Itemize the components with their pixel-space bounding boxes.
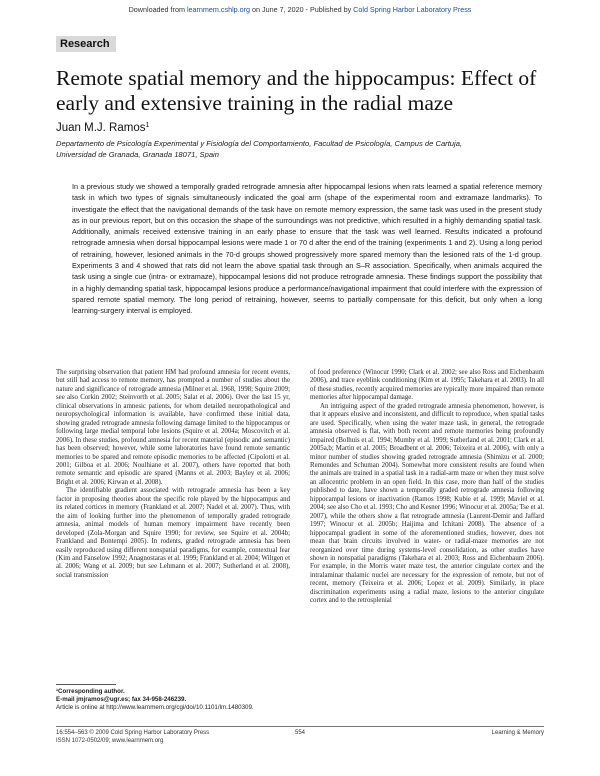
author-marker: 1 <box>145 122 150 129</box>
journal-name: Learning & Memory <box>491 730 544 736</box>
body-paragraph: An intriguing aspect of the graded retrograde amnesia phenomenon, however, is that it appears elusive and inconsistent, and difficult to reproduce, when spatial tasks are used. Specifically, when using the water maze task, in general, the retrograde amnesia observed is flat, with both recent and remote memories being profoundly impaired (Bolhuis et al. 1994; Mumby et al. 1999; Sutherland et al. 2001; Clark et al. 2005a,b; Martin et al. 2005; Broadbent et al. 2006; Teixeira et al. 2006), with only a minor number of studies showing graded retrograde amnesia (Shimizu et al. 2000; Remondes and Schuman 2004). Somewhat more consistent results are found when the animals are trained in a spatial task in a radial-arm maze or when they must solve an allocentric problem in an open field. In this case, more than half of the studies published to date, have shown a temporally graded retrograde amnesia following hippocampal lesions or inactivation (Ramos 1998; Kubie et al. 1999; Maviel et al. 2004; see also Cho et al. 1993; Cho and Kesner 1996; Winocur et al. 2005a; Tse et al. 2007), while the others show a flat retrograde amnesia (Laurent-Demir and Jaffard 1997; Winocur et al. 2005b; Haijima and Ichitani 2008). The absence of a hippocampal gradient in some of the aforementioned studies, however, does not mean that brain circuits involved in water- or radial-maze memories are not reorganized over time during systems-level consolidation, as other studies have shown in nonspatial paradigms (Takehara et al. 2003; Ross and Eichenbaum 2006). For example, in the Morris water maze test, the anterior cingulate cortex and the intralaminar thalamic nuclei are necessary for the expression of remote, but not of recent, memory (Teixeira et al. 2006; Lopez et al. 2009). Similarly, in place discrimination experiments using a radial maze, lesions to the anterior cingulate cortex and to the retrosplenial <box>310 402 544 605</box>
abstract: In a previous study we showed a temporally graded retrograde amnesia after hippocampal lesions when rats learned a spatial reference memory task in which two types of signals simultaneously indicated the goal arm (shape of the experimental room and extramaze landmarks). To investigate the effect that the navigational demands of the task have on remote memory expression, the same task was used in the present study as in our previous report, but on this occasion the shape of the surroundings was not predictive, which resulted in a highly demanding spatial task. Additionally, animals received extensive training in an early phase to ensure that the task was well learned. Results indicated a profound retrograde amnesia when dorsal hippocampal lesions were made 1 or 70 d after the end of the training (experiments 1 and 2). Using a long period of retraining, however, lesioned animals in the 70-d groups showed progressively more spared memory than the lesioned rats of the 1-d group. Experiments 3 and 4 showed that rats did not learn the above spatial task through an S–R association. Specifically, when animals acquired the task using a single cue (intra- or extramaze), hippocampal lesions did not produce retrograde amnesia. These findings support the possibility that in a highly demanding spatial task, hippocampal lesions produce a performance/navigational impairment that could interfere with the expression of spared remote spatial memory. The long period of retraining, however, seems to partially compensate for this deficit, but only when a long learning-surgery interval is employed. <box>72 182 542 316</box>
download-middle: on June 7, 2020 - Published by <box>250 5 354 14</box>
body-column-right <box>310 369 544 606</box>
publisher-link[interactable]: Cold Spring Harbor Laboratory Press <box>353 5 472 14</box>
download-notice <box>0 5 600 14</box>
site-link[interactable]: learnmem.cshlp.org <box>186 5 251 14</box>
author-line <box>56 122 149 134</box>
contact-email: E-mail jmjramos@ugr.es; fax 34-958-246239. <box>56 696 187 703</box>
section-label: Research <box>56 36 116 52</box>
body-paragraph: The surprising observation that patient HM had profound amnesia for recent events, but still had access to remote memory, has prompted a number of studies about the nature and significance of retrograde amnesia (Milner et al. 1968, 1998; Squire 2009; see also Corkin 2002; Steinvorth et al. 2005; Salat et al. 2006). Over the last 15 yr, clinical observations in amnesic patients, for whom detailed neuropathological and neuropsychological information is available, have confirmed these initial data, showing graded retrograde amnesia following damage limited to the hippocampus or following large medial temporal lobe lesions (Squire et al. 2004a; Moscovitch et al. 2006). In these studies, profound amnesia for recent material (episodic and semantic) has been observed; however, while some laboratories have found remote semantic memories to be spared and remote episodic memories to be affected (Cipolotti et al. 2001; Gilboa et al. 2006; Noulhiane et al. 2007), others have reported that both remote semantic and episodic are spared (Manns et al. 2003; Bayley et al. 2006; Bright et al. 2006; Kirwan et al. 2008). <box>56 369 290 486</box>
body-paragraph: The identifiable gradient associated with retrograde amnesia has been a key factor in proposing theories about the specific role played by the hippocampus and its related cortices in memory (Frankland et al. 2007; Nadel et al. 2007). Thus, with the aim of looking further into the phenomenon of temporally graded retrograde amnesia, animal models of human memory impairment have recently been developed (Zola-Morgan and Squire 1990; for review, see Squire et al. 2004b; Frankland and Bontempi 2005). In rodents, graded retrograde amnesia has been easily reproduced using different nonspatial paradigms, for example, contextual fear (Kim and Fanselow 1992; Anagnostaras et al. 1999; Frankland et al. 2004; Wiltgen et al. 2006; Wang et al. 2009; but see Lehmann et al. 2007; Sutherland et al. 2008), social transmission <box>56 487 290 579</box>
author-name: Juan M.J. Ramos <box>56 122 146 134</box>
corresponding-author: ¹Corresponding author. <box>56 688 125 695</box>
download-prefix: Downloaded from <box>128 5 187 14</box>
body-paragraph: of food preference (Winocur 1990; Clark et al. 2002; see also Ross and Eichenbaum 2006), and trace eyeblink conditioning (Kim et al. 1995; Takehara et al. 2003). In all of these studies, recently acquired memories are typically more impaired than remote memories after hippocampal damage. <box>310 369 544 402</box>
footnote <box>56 688 296 712</box>
page-number: 554 <box>294 730 305 736</box>
body-column-left <box>56 369 290 580</box>
footer-issn: ISSN 1072-0502/09; www.learnmem.org <box>56 738 164 744</box>
article-doi-link[interactable]: Article is online at http://www.learnmem.org/cgi/doi/10.1101/lm.1480309. <box>56 704 254 711</box>
article-title: Remote spatial memory and the hippocampus: Effect of early and extensive training in the radial maze <box>56 66 537 115</box>
footer-divider <box>56 726 544 727</box>
affiliation: Departamento de Psicología Experimental y Fisiología del Comportamiento, Facultad de Psicología, Campus de Cartuja, Universidad de Granada, Granada 18071, Spain <box>56 139 463 159</box>
footer-citation: 16:554–563 © 2009 Cold Spring Harbor Laboratory Press <box>56 730 210 736</box>
footnote-divider <box>56 684 116 685</box>
